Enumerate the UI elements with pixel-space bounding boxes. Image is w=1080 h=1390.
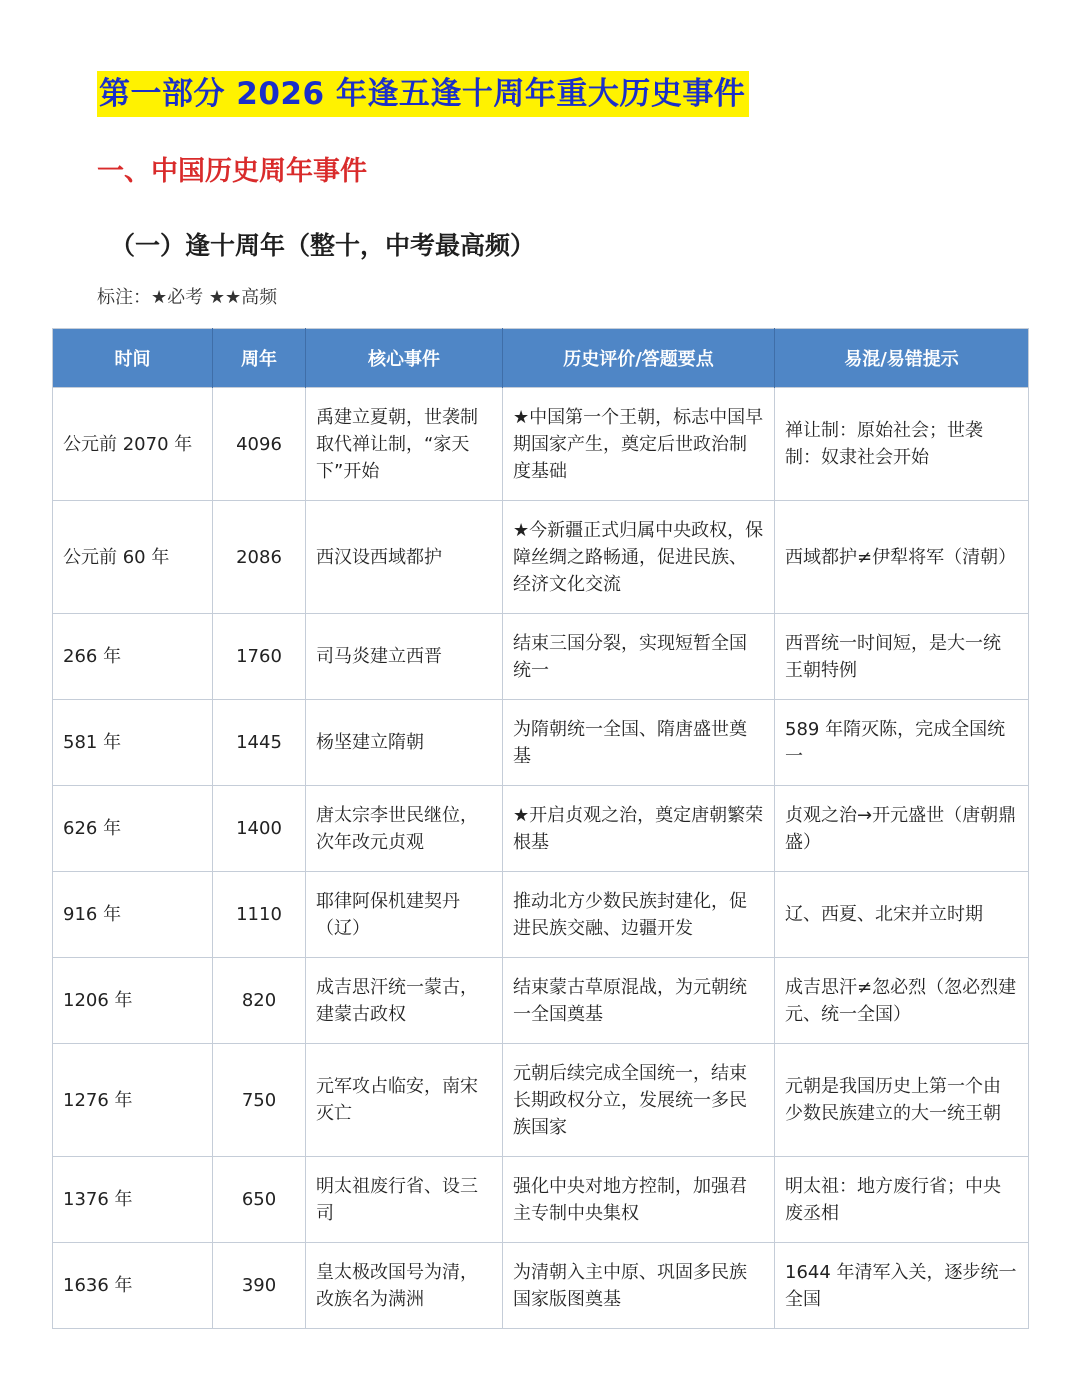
cell-evaluation: ★开启贞观之治，奠定唐朝繁荣根基 bbox=[503, 786, 775, 872]
cell-tips: 589 年隋灭陈，完成全国统一 bbox=[775, 700, 1029, 786]
cell-evaluation: ★中国第一个王朝，标志中国早期国家产生，奠定后世政治制度基础 bbox=[503, 388, 775, 501]
cell-time: 626 年 bbox=[53, 786, 213, 872]
cell-time: 公元前 60 年 bbox=[53, 501, 213, 614]
table-row bbox=[53, 1243, 1029, 1329]
cell-evaluation: 结束蒙古草原混战，为元朝统一全国奠基 bbox=[503, 958, 775, 1044]
table-row bbox=[53, 1157, 1029, 1243]
table-row bbox=[53, 872, 1029, 958]
cell-time: 1636 年 bbox=[53, 1243, 213, 1329]
section-heading: 一、中国历史周年事件 bbox=[97, 156, 367, 187]
cell-evaluation: 为隋朝统一全国、隋唐盛世奠基 bbox=[503, 700, 775, 786]
legend-note: 标注：★必考 ★★高频 bbox=[97, 287, 278, 308]
table-row bbox=[53, 958, 1029, 1044]
cell-anniversary: 750 bbox=[213, 1044, 306, 1157]
cell-evaluation: ★今新疆正式归属中央政权，保障丝绸之路畅通，促进民族、经济文化交流 bbox=[503, 501, 775, 614]
cell-tips: 西域都护≠伊犁将军（清朝） bbox=[775, 501, 1029, 614]
cell-tips: 明太祖：地方废行省；中央废丞相 bbox=[775, 1157, 1029, 1243]
cell-time: 266 年 bbox=[53, 614, 213, 700]
header-tips: 易混/易错提示 bbox=[775, 329, 1029, 388]
cell-tips: 西晋统一时间短，是大一统王朝特例 bbox=[775, 614, 1029, 700]
table-row bbox=[53, 501, 1029, 614]
events-table bbox=[52, 328, 1029, 1329]
header-time: 时间 bbox=[53, 329, 213, 388]
cell-tips: 1644 年清军入关，逐步统一全国 bbox=[775, 1243, 1029, 1329]
cell-tips: 元朝是我国历史上第一个由少数民族建立的大一统王朝 bbox=[775, 1044, 1029, 1157]
cell-core-event: 杨坚建立隋朝 bbox=[306, 700, 503, 786]
cell-anniversary: 1400 bbox=[213, 786, 306, 872]
cell-core-event: 西汉设西域都护 bbox=[306, 501, 503, 614]
cell-evaluation: 为清朝入主中原、巩固多民族国家版图奠基 bbox=[503, 1243, 775, 1329]
cell-evaluation: 元朝后续完成全国统一，结束长期政权分立，发展统一多民族国家 bbox=[503, 1044, 775, 1157]
cell-core-event: 元军攻占临安，南宋灭亡 bbox=[306, 1044, 503, 1157]
cell-evaluation: 推动北方少数民族封建化，促进民族交融、边疆开发 bbox=[503, 872, 775, 958]
cell-core-event: 成吉思汗统一蒙古，建蒙古政权 bbox=[306, 958, 503, 1044]
table-row bbox=[53, 786, 1029, 872]
table-header-row bbox=[53, 329, 1029, 388]
cell-anniversary: 390 bbox=[213, 1243, 306, 1329]
cell-tips: 禅让制：原始社会；世袭制：奴隶社会开始 bbox=[775, 388, 1029, 501]
subsection-heading: （一）逢十周年（整十，中考最高频） bbox=[110, 231, 536, 260]
cell-core-event: 禹建立夏朝，世袭制取代禅让制，“家天下”开始 bbox=[306, 388, 503, 501]
cell-evaluation: 结束三国分裂，实现短暂全国统一 bbox=[503, 614, 775, 700]
cell-time: 1376 年 bbox=[53, 1157, 213, 1243]
cell-core-event: 耶律阿保机建契丹（辽） bbox=[306, 872, 503, 958]
cell-core-event: 司马炎建立西晋 bbox=[306, 614, 503, 700]
cell-anniversary: 1110 bbox=[213, 872, 306, 958]
cell-anniversary: 2086 bbox=[213, 501, 306, 614]
header-anniversary: 周年 bbox=[213, 329, 306, 388]
cell-anniversary: 650 bbox=[213, 1157, 306, 1243]
cell-time: 1206 年 bbox=[53, 958, 213, 1044]
cell-evaluation: 强化中央对地方控制，加强君主专制中央集权 bbox=[503, 1157, 775, 1243]
cell-time: 916 年 bbox=[53, 872, 213, 958]
cell-tips: 成吉思汗≠忽必烈（忽必烈建元、统一全国） bbox=[775, 958, 1029, 1044]
cell-time: 1276 年 bbox=[53, 1044, 213, 1157]
table-row bbox=[53, 1044, 1029, 1157]
table-row bbox=[53, 614, 1029, 700]
cell-anniversary: 1760 bbox=[213, 614, 306, 700]
cell-time: 581 年 bbox=[53, 700, 213, 786]
header-core-event: 核心事件 bbox=[306, 329, 503, 388]
cell-tips: 辽、西夏、北宋并立时期 bbox=[775, 872, 1029, 958]
cell-anniversary: 1445 bbox=[213, 700, 306, 786]
table-row bbox=[53, 700, 1029, 786]
cell-tips: 贞观之治→开元盛世（唐朝鼎盛） bbox=[775, 786, 1029, 872]
header-evaluation: 历史评价/答题要点 bbox=[503, 329, 775, 388]
cell-anniversary: 4096 bbox=[213, 388, 306, 501]
cell-anniversary: 820 bbox=[213, 958, 306, 1044]
cell-core-event: 皇太极改国号为清，改族名为满洲 bbox=[306, 1243, 503, 1329]
cell-core-event: 唐太宗李世民继位，次年改元贞观 bbox=[306, 786, 503, 872]
cell-core-event: 明太祖废行省、设三司 bbox=[306, 1157, 503, 1243]
document-title: 第一部分 2026 年逢五逢十周年重大历史事件 bbox=[97, 71, 749, 117]
table-row bbox=[53, 388, 1029, 501]
cell-time: 公元前 2070 年 bbox=[53, 388, 213, 501]
